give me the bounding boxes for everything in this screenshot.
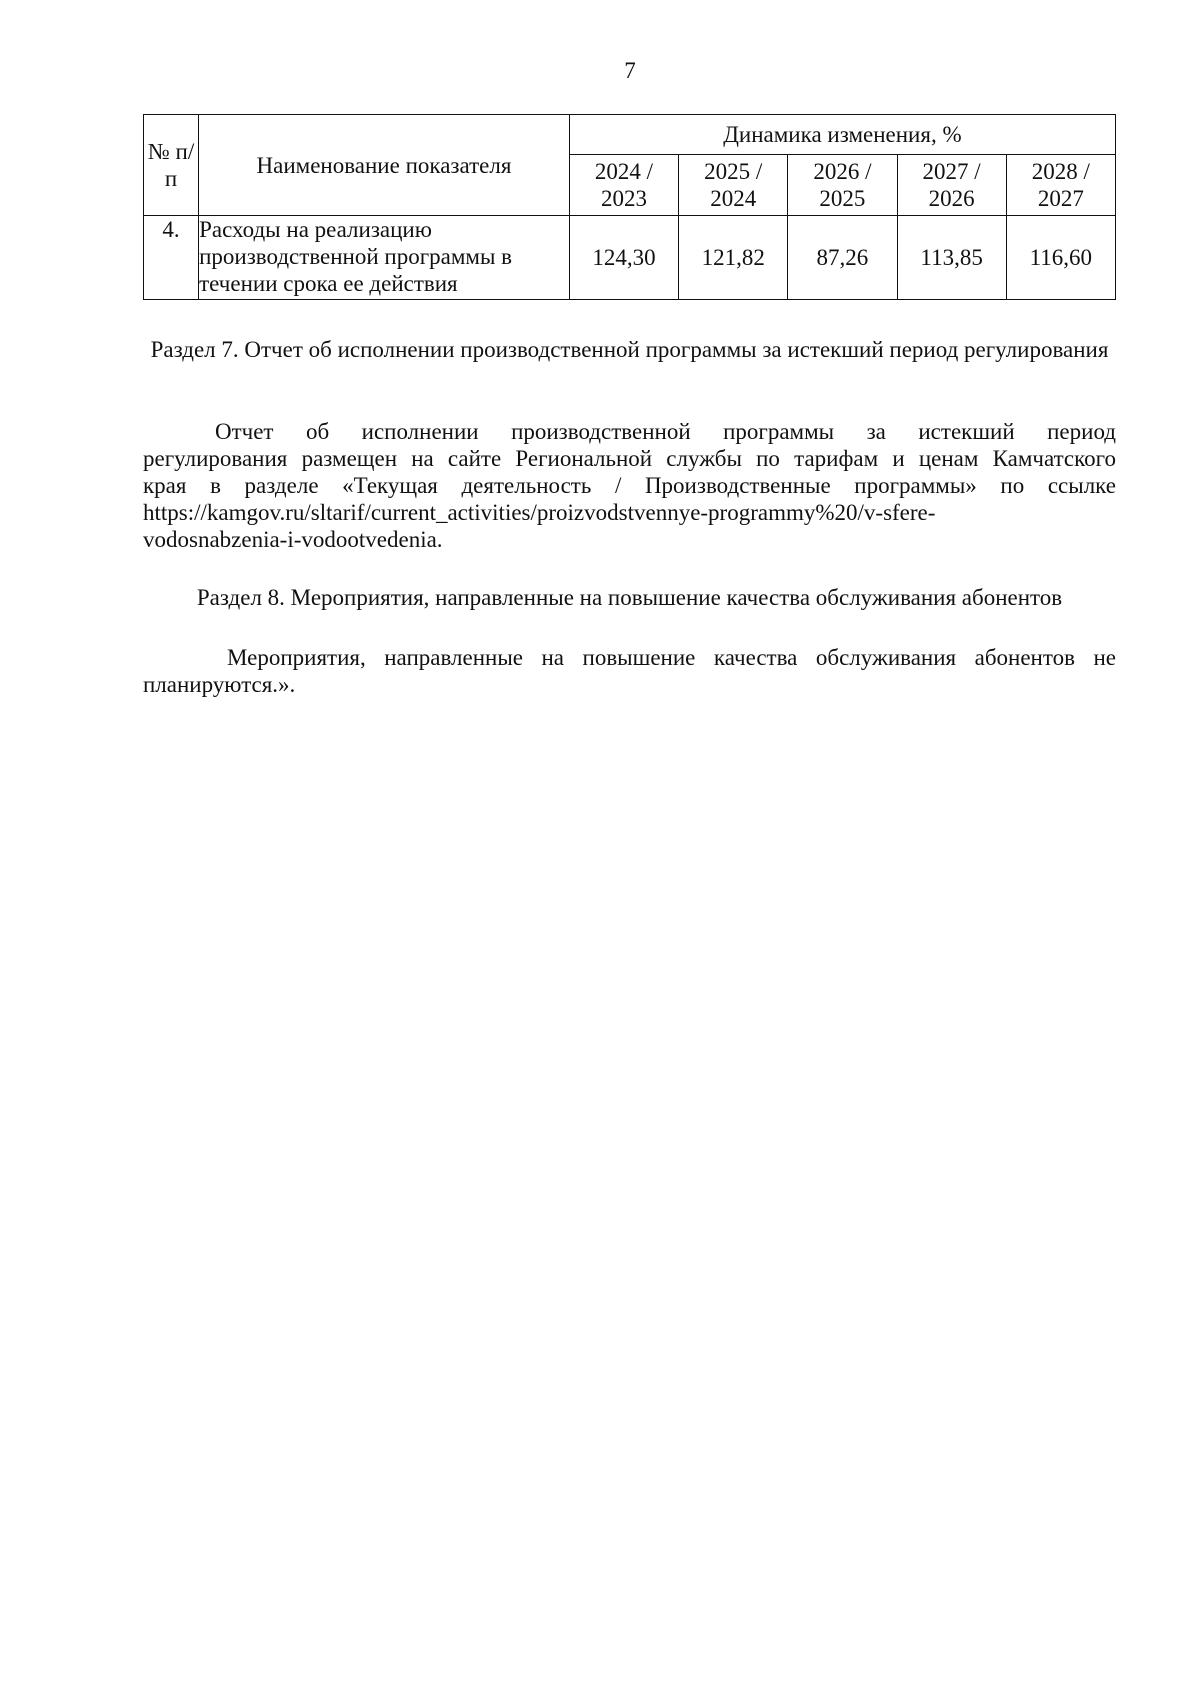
value-cell: 87,26 — [788, 216, 897, 300]
year-header: 2027 / 2026 — [897, 155, 1006, 216]
year-header: 2025 / 2024 — [679, 155, 788, 216]
year-header: 2026 / 2025 — [788, 155, 897, 216]
value-cell: 116,60 — [1006, 216, 1115, 300]
section8-line: планируются.». — [143, 672, 296, 697]
section7-line: Отчет об исполнении производственной программы за истекший период — [215, 419, 1116, 444]
dynamics-group-header: Динамика изменения, % — [569, 115, 1115, 155]
section7-paragraph — [143, 418, 1116, 553]
value-cell: 113,85 — [897, 216, 1006, 300]
col-no-header: № п/п — [144, 115, 199, 216]
section8-paragraph — [143, 644, 1116, 698]
indicator-name: Расходы на реализацию производственной программы в течении срока ее действия — [199, 216, 570, 300]
year-header: 2028 / 2027 — [1006, 155, 1115, 216]
col-name-header: Наименование показателя — [199, 115, 570, 216]
section7-heading: Раздел 7. Отчет об исполнении производственной программы за истекший период регулирования — [150, 337, 1109, 362]
value-cell: 121,82 — [679, 216, 788, 300]
section7-line: края в разделе «Текущая деятельность / Производственные программы» по ссылке — [143, 473, 1116, 498]
section7-link-line: vodosnabzenia-i-vodootvedenia. — [143, 527, 443, 552]
section8-line: Мероприятия, направленные на повышение качества обслуживания абонентов не — [227, 645, 1116, 670]
page-number: 7 — [624, 58, 636, 83]
row-number: 4. — [144, 216, 199, 300]
section8-heading: Раздел 8. Мероприятия, направленные на повышение качества обслуживания абонентов — [196, 585, 1063, 610]
section7-link-line: https://kamgov.ru/sltarif/current_activities/proizvodstvennye-programmy%20/v-sfere- — [143, 500, 936, 525]
table-row — [144, 216, 1116, 300]
value-cell: 124,30 — [569, 216, 678, 300]
indicators-table — [143, 114, 1116, 300]
section7-line: регулирования размещен на сайте Региональной службы по тарифам и ценам Камчатского — [143, 446, 1116, 471]
year-header: 2024 / 2023 — [569, 155, 678, 216]
